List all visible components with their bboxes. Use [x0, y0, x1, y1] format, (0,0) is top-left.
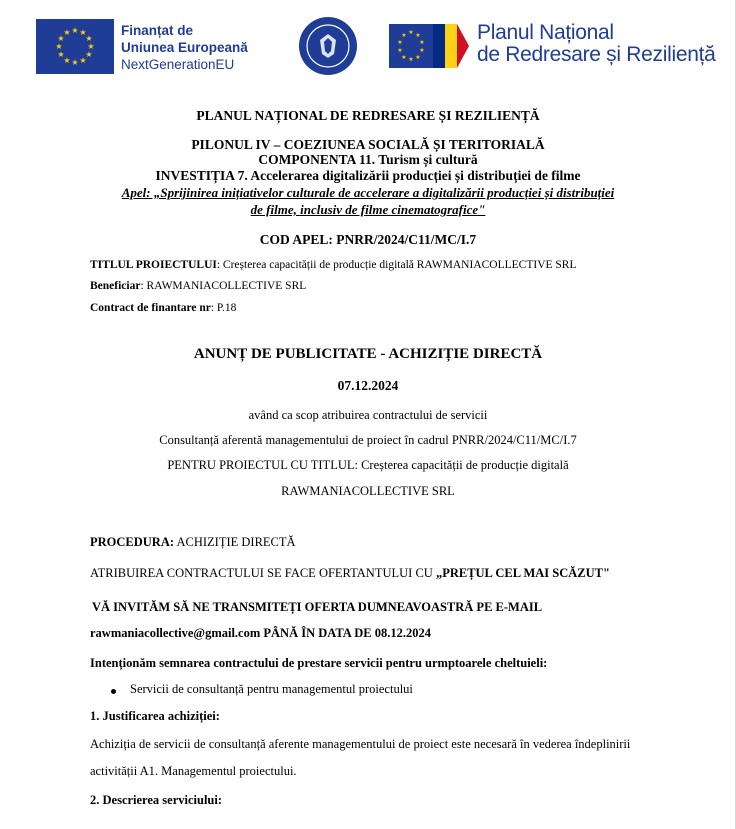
pretul-text: „PREȚUL CEL MAI SCĂZUT": [435, 566, 610, 580]
eu-funding-label: [121, 22, 248, 73]
pilon-heading: PILONUL IV – COEZIUNEA SOCIALĂ ȘI TERITORIALĂ: [191, 137, 545, 152]
svg-text:★: ★: [71, 26, 79, 35]
sec1-title: 1. Justificarea achiziției:: [90, 709, 220, 723]
pnrr-flag-logo: [389, 24, 469, 68]
email-address[interactable]: rawmaniacollective@gmail.com: [90, 626, 261, 640]
atribuirea-text: ATRIBUIREA CONTRACTULUI SE FACE OFERTANTULUI CU: [90, 566, 436, 580]
svg-text:★: ★: [415, 54, 421, 61]
sec1-line2: activității A1. Managementul proiectului.: [90, 764, 297, 778]
atribuirea: [90, 566, 610, 581]
bullet-icon: [111, 689, 116, 694]
apel-line2: de filme, inclusiv de filme cinematografice": [250, 202, 486, 217]
scop-text: având ca scop atribuirea contractului de servicii: [248, 408, 488, 422]
svg-text:★: ★: [63, 28, 71, 37]
svg-text:★: ★: [408, 56, 414, 63]
plan-heading: PLANUL NAȚIONAL DE REDRESARE ȘI REZILIENȚĂ: [196, 108, 540, 123]
beneficiar-value: : RAWMANIACOLLECTIVE SRL: [140, 280, 307, 292]
invitam-text: VĂ INVITĂM SĂ NE TRANSMITEȚI OFERTA DUMNEAVOASTRĂ PE E-MAIL: [92, 600, 543, 614]
intentionam-text: Intenționăm semnarea contractului de prestare servicii pentru urmptoarele cheltuieli:: [90, 656, 548, 670]
deadline-text: PÂNĂ ÎN DATA DE 08.12.2024: [260, 626, 431, 640]
eu-stars-icon: [36, 19, 114, 74]
svg-text:★: ★: [401, 54, 407, 61]
seal-icon: [298, 16, 358, 76]
svg-text:★: ★: [85, 34, 93, 43]
apel-line1: Apel: „Sprijinirea inițiativelor culturale de accelerare a digitalizării producției și distribuției: [121, 185, 615, 200]
titlul-value: : Creșterea capacității de producție digitală RAWMANIACOLLECTIVE SRL: [216, 259, 577, 271]
svg-text:★: ★: [79, 56, 87, 65]
svg-text:★: ★: [408, 29, 414, 36]
svg-text:★: ★: [57, 50, 65, 59]
anunt-date: 07.12.2024: [337, 378, 399, 393]
titlul-label: TITLUL PROIECTULUI: [90, 259, 217, 271]
svg-text:★: ★: [57, 34, 65, 43]
investitia-heading: INVESTIȚIA 7. Accelerarea digitalizării producției și distribuției de filme: [155, 168, 581, 183]
titlul-proiectului: [90, 259, 577, 271]
eu-line2: Uniunea Europeană: [121, 40, 248, 55]
sec1-line1: Achiziția de servicii de consultanță aferente managementului de proiect este necesară în vederea îndeplinirii: [90, 737, 631, 751]
beneficiar-label: Beneficiar: [90, 280, 141, 292]
svg-text:★: ★: [71, 58, 79, 67]
procedura-label: PROCEDURA:: [90, 535, 175, 549]
pnrr-line2: de Redresare și Reziliență: [477, 43, 716, 66]
bullet-item: Servicii de consultanță pentru managementul proiectului: [130, 682, 413, 696]
svg-text:★: ★: [419, 39, 425, 46]
email-deadline: [90, 626, 431, 641]
procedura-value: ACHIZIȚIE DIRECTĂ: [174, 535, 296, 549]
procedura: [90, 535, 296, 550]
svg-text:★: ★: [397, 47, 403, 54]
cod-apel: COD APEL: PNRR/2024/C11/MC/I.7: [259, 232, 477, 247]
pnrr-line1: Planul Național: [477, 21, 614, 44]
eu-line3: NextGenerationEU: [121, 57, 235, 72]
svg-text:★: ★: [397, 39, 403, 46]
svg-text:★: ★: [87, 42, 95, 51]
consultanta-text: Consultanță aferentă managementului de proiect în cadrul PNRR/2024/C11/MC/I.7: [159, 433, 577, 447]
svg-text:★: ★: [55, 42, 63, 51]
anunt-heading: ANUNȚ DE PUBLICITATE - ACHIZIȚIE DIRECTĂ: [193, 346, 543, 362]
componenta-heading: COMPONENTA 11. Turism și cultură: [258, 152, 478, 167]
company-name: RAWMANIACOLLECTIVE SRL: [281, 484, 455, 498]
svg-text:★: ★: [85, 50, 93, 59]
contract-finantare: [90, 302, 236, 314]
svg-text:★: ★: [415, 32, 421, 39]
svg-text:★: ★: [419, 47, 425, 54]
svg-text:★: ★: [79, 28, 87, 37]
svg-text:★: ★: [63, 56, 71, 65]
sec2-title: 2. Descrierea serviciului:: [90, 793, 223, 807]
pnrr-title: [477, 22, 716, 66]
contract-label: Contract de finantare nr: [90, 302, 211, 314]
pnrr-flags-icon: [389, 24, 469, 68]
contract-value: : P.18: [210, 302, 237, 314]
pentru-proiectul-text: PENTRU PROIECTUL CU TITLUL: Creșterea capacității de producție digitală: [167, 458, 569, 472]
eu-flag-logo: [36, 19, 114, 74]
svg-text:★: ★: [401, 32, 407, 39]
government-seal-logo: [298, 16, 358, 76]
eu-line1: Finanțat de: [121, 23, 194, 38]
beneficiar: [90, 280, 306, 292]
